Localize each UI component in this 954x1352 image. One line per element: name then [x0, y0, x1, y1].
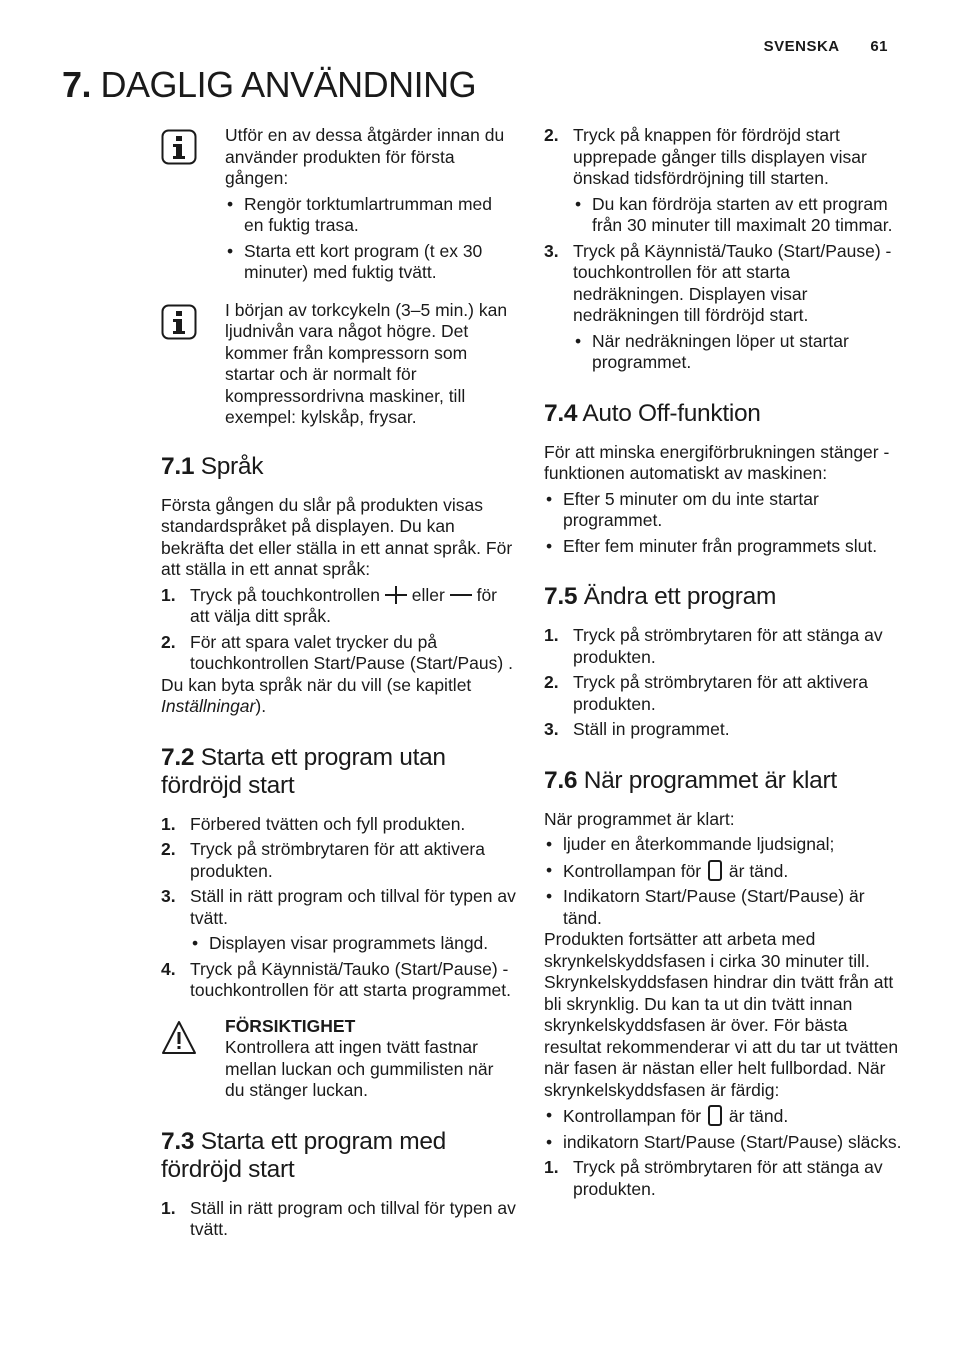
- numbered-step: [161, 886, 516, 929]
- step-text: Tryck på strömbrytaren för att aktivera produkten.: [190, 839, 485, 881]
- plus-icon: [385, 586, 407, 604]
- step-number: 1.: [544, 1157, 559, 1177]
- step-text: för att välja ditt språk.: [190, 584, 498, 626]
- list-item: • indikatorn Start/Pause (Start/Pause) släcks.: [544, 1132, 904, 1154]
- numbered-step: [161, 632, 516, 675]
- list-item: [544, 1105, 904, 1128]
- list-item: • Starta ett kort program (t ex 30 minuter) med fuktig tvätt.: [225, 241, 516, 284]
- paragraph: Produkten fortsätter att arbeta med skrynkelskyddsfasen i cirka 30 minuter till. Skrynkelskyddsfasen hindrar din tvätt från att bli skrynklig. Du kan ta ut din tvätt innan skrynkelskyddsfasen är över. För bästa resultat rekommenderar vi att du tar ut tvätten när fasen är nästan eller helt fullbordad. När skrynkelskyddsfasen är färdig:: [544, 929, 899, 1100]
- text: Du kan byta språk när du vill (se kapitlet: [161, 674, 472, 695]
- section-heading-7-2: [161, 744, 516, 800]
- step-number: 3.: [544, 719, 559, 739]
- step-text: Tryck på strömbrytaren för att aktivera produkten.: [573, 672, 868, 714]
- section-title: Starta ett program med fördröjd start: [161, 1127, 447, 1183]
- step-text: Tryck på touchkontrollen: [190, 584, 380, 605]
- note-text: Utför en av dessa åtgärder innan du använder produkten för första gången:: [225, 125, 505, 188]
- section-title: Språk: [200, 452, 264, 480]
- page-header: [764, 38, 888, 55]
- step-text: Förbered tvätten och fyll produkten.: [190, 813, 466, 834]
- list-item: • Displayen visar programmets längd.: [190, 933, 516, 955]
- caution-title: FÖRSIKTIGHET: [225, 1015, 356, 1036]
- numbered-step: [544, 672, 904, 715]
- chapter-title: [62, 64, 476, 106]
- section-title: Ändra ett program: [583, 583, 777, 610]
- paragraph: Första gången du slår på produkten visas standardspråket på displayen. Du kan bekräfta det eller ställa in ett annat språk. För att ställa in ett annat språk:: [161, 494, 513, 579]
- section-heading-7-5: [544, 583, 904, 611]
- text: ).: [255, 696, 267, 716]
- section-number: 7.1: [161, 452, 195, 480]
- warning-icon: [161, 1020, 197, 1056]
- numbered-step: [544, 719, 904, 741]
- step-number: 1.: [161, 584, 176, 605]
- lock-indicator-icon: [708, 1105, 722, 1126]
- step-text: Ställ in programmet.: [573, 719, 730, 739]
- numbered-step: [161, 839, 516, 882]
- paragraph: [161, 675, 516, 718]
- list-item: • Indikatorn Start/Pause (Start/Pause) är tänd.: [544, 886, 904, 929]
- section-heading-7-3: [161, 1128, 516, 1184]
- step-number: 2.: [161, 839, 176, 859]
- numbered-step: [161, 585, 516, 628]
- section-number: 7.2: [161, 743, 195, 771]
- left-column: [161, 125, 516, 1241]
- step-text: Tryck på strömbrytaren för att stänga av produkten.: [573, 625, 883, 667]
- step-text: Ställ in rätt program och tillval för typen av tvätt.: [190, 886, 516, 928]
- list-item: • Rengör torktumlartrumman med en fuktig trasa.: [225, 194, 516, 237]
- caution-text: Kontrollera att ingen tvätt fastnar mellan luckan och gummilisten när du stänger luckan.: [225, 1037, 494, 1100]
- step-text: Tryck på Käynnistä/Tauko (Start/Pause) -touchkontrollen för att starta nedräkningen. Displayen visar nedräkningen till fördröjd start.: [573, 240, 892, 325]
- section-title: När programmet är klart: [583, 766, 837, 794]
- step-text: Tryck på Käynnistä/Tauko (Start/Pause) -touchkontrollen för att starta programmet.: [190, 958, 511, 1000]
- list-item: • När nedräkningen löper ut startar programmet.: [573, 331, 904, 374]
- info-icon: [161, 129, 197, 165]
- section-heading-7-1: [161, 453, 516, 481]
- list-item: • ljuder en återkommande ljudsignal;: [544, 834, 904, 856]
- text: är tänd.: [728, 1106, 789, 1126]
- section-heading-7-4: [544, 400, 904, 428]
- section-heading-7-6: [544, 767, 904, 795]
- step-number: 3.: [544, 240, 559, 261]
- section-number: 7.4: [544, 399, 578, 427]
- page-number: 61: [870, 38, 888, 55]
- numbered-step: [544, 125, 904, 190]
- step-number: 4.: [161, 958, 176, 979]
- step-text: Tryck på strömbrytaren för att stänga av produkten.: [573, 1157, 883, 1199]
- step-number: 2.: [161, 631, 176, 652]
- text: är tänd.: [728, 860, 789, 881]
- section-number: 7.6: [544, 766, 578, 794]
- step-text: Tryck på knappen för fördröjd start upprepade gånger tills displayen visar önskad tidsfördröjning till starten.: [573, 125, 867, 188]
- numbered-step: [161, 1198, 516, 1241]
- step-number: 2.: [544, 125, 559, 145]
- step-number: 2.: [544, 672, 559, 692]
- numbered-step: [161, 959, 516, 1002]
- section-title: Auto Off-funktion: [582, 399, 761, 427]
- right-column: [544, 125, 904, 1200]
- text: Kontrollampan för: [563, 860, 702, 881]
- section-number: 7.3: [161, 1127, 195, 1155]
- step-text: Ställ in rätt program och tillval för typen av tvätt.: [190, 1197, 516, 1239]
- section-title: Starta ett program utan fördröjd start: [161, 743, 446, 799]
- chapter-reference: Inställningar: [161, 696, 256, 716]
- section-number: 7.5: [544, 583, 578, 610]
- text: Kontrollampan för: [563, 1106, 702, 1126]
- step-text: För att spara valet trycker du på touchkontrollen Start/Pause (Start/Paus) .: [190, 631, 513, 673]
- list-item: • Du kan fördröja starten av ett program från 30 minuter till maximalt 20 timmar.: [573, 194, 904, 237]
- step-number: 1.: [161, 813, 176, 834]
- info-icon: [161, 304, 197, 340]
- numbered-step: [544, 241, 904, 327]
- info-note-first-use: [161, 125, 516, 284]
- list-item: [544, 860, 904, 883]
- list-item: • Efter fem minuter från programmets slut.: [544, 536, 904, 558]
- lock-indicator-icon: [708, 860, 722, 881]
- info-note-noise: [161, 300, 516, 429]
- chapter-number: 7.: [62, 64, 92, 105]
- step-number: 1.: [161, 1197, 176, 1218]
- step-text: eller: [411, 584, 445, 605]
- paragraph: När programmet är klart:: [544, 808, 735, 829]
- numbered-step: [161, 814, 516, 836]
- note-text: I början av torkcykeln (3–5 min.) kan ljudnivån vara något högre. Det kommer från kompressorn som startar och är normalt för kompressordrivna maskiner, till exempel: kylskåp, frysar.: [225, 299, 508, 427]
- header-language: SVENSKA: [763, 38, 840, 55]
- step-number: 1.: [544, 625, 559, 645]
- caution-note: [161, 1016, 516, 1102]
- numbered-step: [544, 1157, 904, 1200]
- chapter-title-text: DAGLIG ANVÄNDNING: [100, 64, 477, 105]
- numbered-step: [544, 625, 904, 668]
- minus-icon: [450, 586, 472, 604]
- step-number: 3.: [161, 886, 176, 906]
- list-item: • Efter 5 minuter om du inte startar programmet.: [544, 489, 904, 532]
- paragraph: För att minska energiförbrukningen stänger -funktionen automatiskt av maskinen:: [544, 441, 890, 483]
